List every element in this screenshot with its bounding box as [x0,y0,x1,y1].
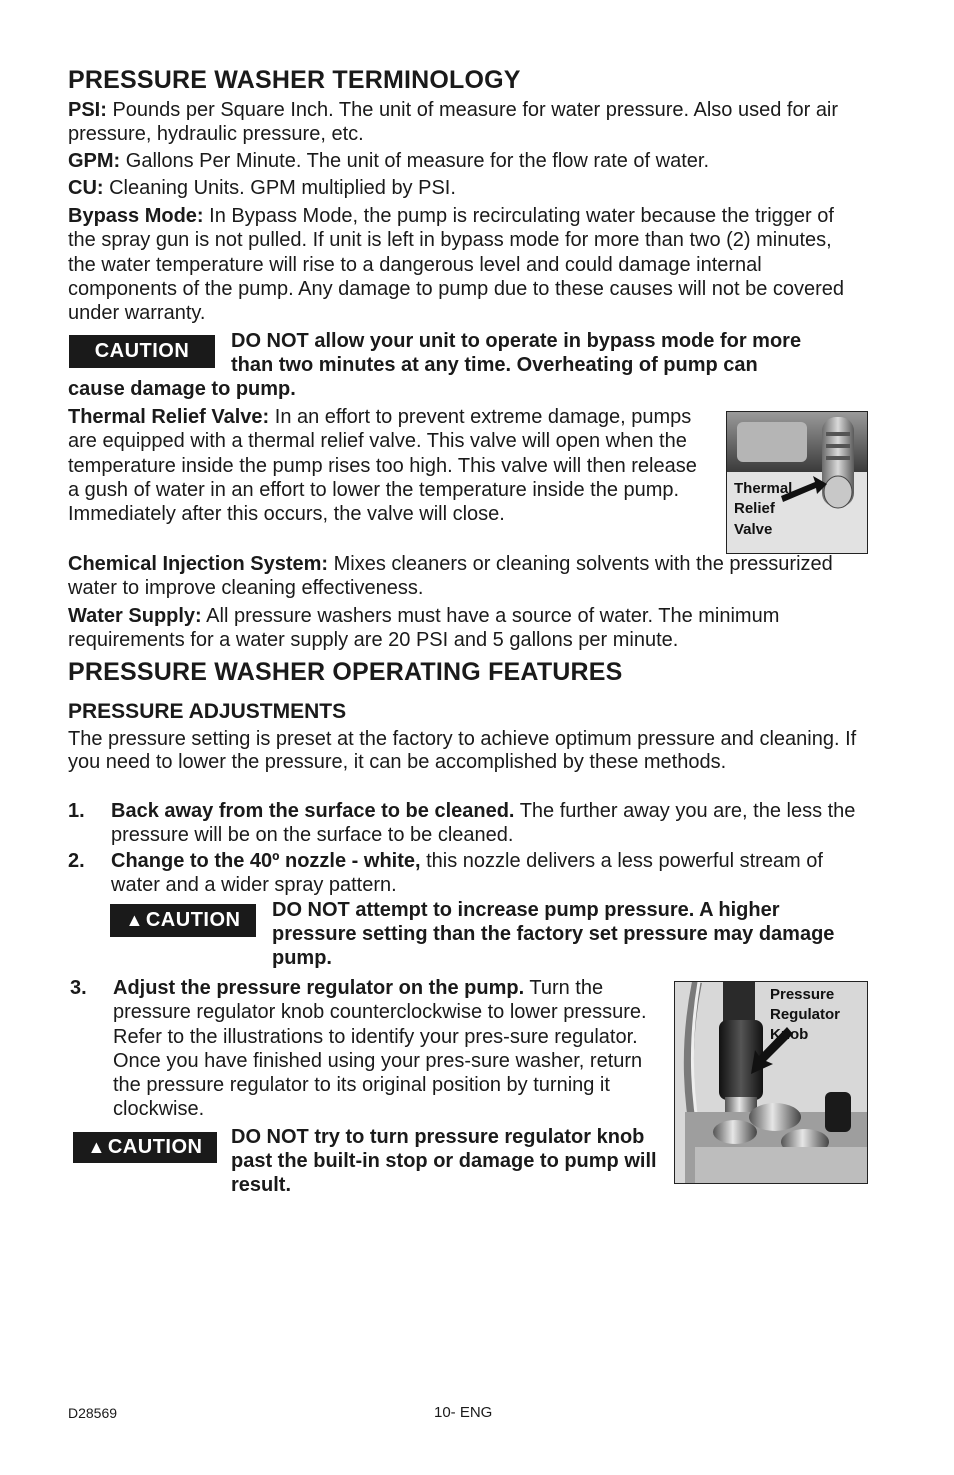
caution-text-1-line1: DO NOT allow your unit to operate in bypass mode for more [231,330,802,352]
item3-number: 3. [70,977,87,999]
chemical-injection-definition: Chemical Injection System: Mixes cleaners or cleaning solvents with the pressurized water to improve cleaning effectiveness. [68,553,833,600]
thermal-caption-line1: Thermal [734,480,793,497]
item2-text: Change to the 40º nozzle - white, this nozzle delivers a less powerful stream of water and a wider spray pattern. [111,850,823,897]
pressure-intro: The pressure setting is preset at the factory to achieve optimum pressure and cleaning. If you need to lower the pressure, it can be accomplished by these methods. [68,728,857,773]
regulator-caption-line3: Knob [770,1026,809,1043]
item1-text: Back away from the surface to be cleaned. The further away you are, the less the pressure will be on the surface to be cleaned. [111,800,856,847]
item3-text: Adjust the pressure regulator on the pump. Turn the pressure regulator knob counterclockwise to lower pressure. Refer to the illustrations to identify your pres-sure regulator. Once you have finished using your pres-sure washer, return the pressure regulator to its original position by turning it clockwise. [113,977,647,1121]
thermal-relief-definition: Thermal Relief Valve: In an effort to prevent extreme damage, pumps are equipped with a thermal relief valve. This valve will open when the temperature inside the pump rises too high. This valve will then release a gush of water in an effort to lower the temperature inside the pump. Immediately after this occurs, the valve will close. [68,406,697,526]
caution-text-1-line3: cause damage to pump. [68,378,296,400]
caution-text-1-line2: than two minutes at any time. Overheating of pump can [231,354,758,376]
footer-page-number: 10- ENG [434,1404,493,1421]
cu-definition: CU: Cleaning Units. GPM multiplied by PSI. [68,177,456,199]
bypass-definition: Bypass Mode: In Bypass Mode, the pump is recirculating water because the trigger of the spray gun is not pulled. If unit is left in bypass mode for more than two (2) minutes, the water temperature will rise to a dangerous level and could damage internal components of the pump. Any damage to pump due to these causes will not be covered under warranty. [68,205,845,325]
footer-doc-number: D28569 [68,1405,118,1421]
caution-label-2: ▲ CAUTION [110,904,256,937]
warning-triangle-icon: ▲ [87,1137,106,1157]
item1-number: 1. [68,800,85,822]
warning-triangle-icon: ▲ [125,910,144,930]
thermal-caption-line2: Relief [734,500,775,517]
caution-label-3: ▲ CAUTION [73,1132,217,1163]
caution-label-1: CAUTION [69,335,215,368]
regulator-caption-line2: Regulator [770,1006,841,1023]
psi-definition: PSI: Pounds per Square Inch. The unit of measure for water pressure. Also used for air pressure, hydraulic pressure, etc. [68,99,839,146]
subsection-title-pressure-adjustments: PRESSURE ADJUSTMENTS [68,700,347,723]
gpm-definition: GPM: Gallons Per Minute. The unit of measure for the flow rate of water. [68,150,710,172]
regulator-caption-line1: Pressure [770,986,835,1003]
section-title-terminology: PRESSURE WASHER TERMINOLOGY [68,66,521,94]
thermal-caption-line3: Valve [734,521,773,538]
water-supply-definition: Water Supply: All pressure washers must have a source of water. The minimum requirements for a water supply are 20 PSI and 5 gallons per minute. [68,605,780,652]
caution-text-2: DO NOT attempt to increase pump pressure. A higher pressure setting than the factory set pressure may damage pump. [272,899,835,969]
item2-number: 2. [68,850,85,872]
section-title-features: PRESSURE WASHER OPERATING FEATURES [68,658,623,686]
caution-text-3: DO NOT try to turn pressure regulator knob past the built-in stop or damage to pump will result. [231,1126,657,1196]
